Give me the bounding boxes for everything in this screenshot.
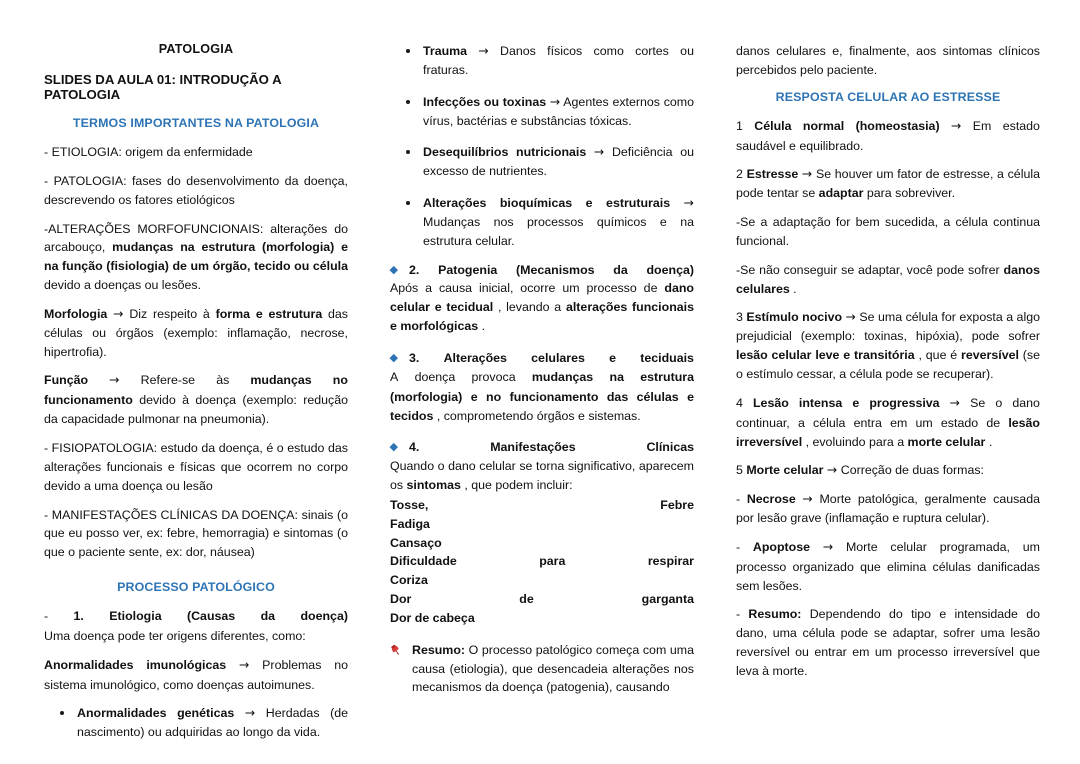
item3-word-2: celulares bbox=[531, 350, 585, 365]
symptom-row bbox=[390, 496, 694, 515]
apoptose-word-4: um bbox=[1022, 539, 1040, 554]
step3-estimulo-nocivo bbox=[736, 308, 1040, 383]
step4-word-1: Se bbox=[970, 395, 986, 410]
step4-word-2: o bbox=[995, 395, 1003, 410]
step2-sub2 bbox=[736, 261, 1040, 299]
item4-word-2: Clínicas bbox=[646, 440, 694, 455]
item3-word-3: e bbox=[609, 350, 617, 365]
anorm-genetica-bold: Anormalidades genéticas bbox=[77, 706, 235, 721]
morfologia-term: Morfologia bbox=[44, 306, 108, 321]
item2-mid: , levando a bbox=[493, 300, 566, 315]
funcao-mid: Refere-se bbox=[140, 373, 196, 388]
item2-number: 2. bbox=[409, 262, 420, 277]
symptom-left: Cansaço bbox=[390, 535, 442, 550]
funcao-spread-line bbox=[44, 371, 348, 390]
item4-bold-1: sintomas bbox=[406, 478, 461, 493]
item1-etiologia-body: Uma doença pode ter origens diferentes, como: bbox=[44, 628, 306, 643]
symptom-list bbox=[390, 496, 694, 628]
morfologia-mid: Diz respeito à bbox=[123, 306, 216, 321]
apoptose-word-1: Morte bbox=[845, 539, 878, 554]
step2-bold: Estresse bbox=[746, 167, 799, 182]
anormalidades-imunologicas-tail: sistema imunológico, como doenças autoimunes. bbox=[44, 677, 315, 692]
step2-sub1: -Se a adaptação for bem sucedida, a célula continua funcional. bbox=[736, 215, 1040, 248]
funcao-bold2: no bbox=[332, 373, 348, 388]
trauma-bold: Trauma bbox=[423, 44, 468, 58]
paragraph-alteracoes-morfofuncionais bbox=[44, 220, 348, 295]
apoptose-heading bbox=[736, 538, 1040, 557]
step4-word-3: dano bbox=[1012, 395, 1040, 410]
step5-bold: Morte celular bbox=[746, 463, 824, 478]
item4-lead: Quando o dano celular se torna significativo, aparecem os bbox=[390, 459, 694, 493]
step5-morte-celular bbox=[736, 461, 1040, 480]
item4-tail: , que podem incluir: bbox=[460, 478, 573, 493]
item1-number: 1. bbox=[73, 609, 84, 624]
item1-dash: - bbox=[44, 609, 49, 624]
sub2-tail: . bbox=[789, 281, 797, 296]
anorm-imuno-term2: imunológicas bbox=[146, 657, 227, 672]
trauma-word-5: ou bbox=[680, 44, 694, 58]
paragraph-continuacao: danos celulares e, finalmente, aos sintomas clínicos percebidos pelo paciente. bbox=[736, 44, 1040, 77]
column-2 bbox=[390, 42, 694, 707]
item2-heading bbox=[390, 261, 694, 280]
arrow-icon: → bbox=[238, 656, 250, 672]
step4-bold-4: progressiva bbox=[869, 395, 940, 410]
item3-bold-2: (morfologia) e no funcionamento das células e tecidos bbox=[390, 389, 694, 423]
item2-body bbox=[390, 279, 694, 336]
step1-bold-3: (homeostasia) bbox=[855, 118, 940, 133]
symptom-left: Dificuldade bbox=[390, 554, 457, 569]
desequilibrios-bold: Desequilíbrios nutricionais bbox=[423, 145, 587, 160]
paragraph-necrose bbox=[736, 490, 1040, 528]
paragraph-fisiopatologia: - FISIOPATOLOGIA: estudo da doença, é o estudo das alterações funcionais e físicas que ocorrem no corpo devido a uma doença ou lesão bbox=[44, 440, 348, 493]
alteracoes-lead: -ALTERAÇÕES MORFOFUNCIONAIS: alterações do arcabouço, bbox=[44, 221, 348, 255]
infeccoes-bold: Infecções ou toxinas bbox=[423, 94, 547, 109]
symptom-right: garganta bbox=[641, 592, 694, 607]
arrow-icon: → bbox=[949, 394, 961, 410]
item3-word-1: Alterações bbox=[443, 350, 507, 365]
item4-manifestacoes bbox=[390, 438, 694, 627]
step3-mid: Se uma célula for exposta a algo prejudicial (exemplo: toxinas, hipóxia), pode sofrer bbox=[736, 310, 1040, 344]
resumo-coluna2-text: O processo patológico começa com uma causa (etiologia), que desencadeia alterações nos mecanismos da doença (patogenia), causando bbox=[412, 642, 694, 695]
pushpin-icon bbox=[390, 642, 404, 656]
heading-termos-importantes: TERMOS IMPORTANTES NA PATOLOGIA bbox=[72, 116, 320, 130]
item2-lead: Após a causa inicial, ocorre um processo de bbox=[390, 281, 665, 296]
step1-spread bbox=[736, 117, 1040, 136]
symptom-row bbox=[390, 609, 694, 628]
arrow-icon: → bbox=[244, 705, 256, 721]
step4-mid-2: , evoluindo para a bbox=[802, 434, 908, 449]
arrow-icon: → bbox=[826, 462, 838, 478]
arrow-icon: → bbox=[549, 93, 561, 109]
step2-mid: Se houver um fator de estresse, a célula pode tentar se bbox=[736, 167, 1040, 201]
symptom-left: Fadiga bbox=[390, 516, 430, 531]
step4-bold-6: morte celular bbox=[907, 434, 986, 449]
step1-heading bbox=[736, 117, 1040, 136]
arrow-icon: → bbox=[478, 43, 489, 58]
symptom-left: Dor de cabeça bbox=[390, 610, 475, 625]
item2-bold-2: alterações funcionais e morfológicas bbox=[390, 300, 694, 334]
step5-tail: Correção de duas formas: bbox=[837, 463, 985, 478]
symptom-left: Coriza bbox=[390, 573, 428, 588]
column-1 bbox=[44, 42, 348, 752]
item1-word-2: (Causas bbox=[186, 609, 236, 624]
trauma-spread bbox=[423, 42, 694, 61]
step4-number: 4 bbox=[736, 395, 743, 410]
apoptose-tail: processo organizado que elimina células danificadas sem lesões. bbox=[736, 559, 1040, 593]
item1-word-1: Etiologia bbox=[109, 609, 162, 624]
step4-mid: continuar, a célula entra em um estado de bbox=[736, 415, 1009, 430]
trauma-tail: fraturas. bbox=[423, 62, 469, 77]
step3-bold-1: lesão celular leve e transitória bbox=[736, 348, 915, 363]
apoptose-word-2: celular bbox=[890, 539, 927, 554]
symptom-left: Tosse, bbox=[390, 497, 429, 512]
causas-bullet-list bbox=[390, 42, 694, 251]
list-item bbox=[44, 704, 348, 742]
paragraph-funcao-rest bbox=[44, 391, 348, 429]
step2-number: 2 bbox=[736, 167, 747, 182]
column-3 bbox=[736, 42, 1040, 691]
step4-bold-5: lesão irreversível bbox=[736, 415, 1040, 449]
item4-word-1: Manifestações bbox=[490, 440, 576, 455]
funcao-term: Função bbox=[44, 373, 89, 388]
page-subtitle: SLIDES DA AULA 01: INTRODUÇÃO A PATOLOGIA bbox=[44, 72, 282, 102]
step2-estresse bbox=[736, 165, 1040, 203]
symptom-mid: de bbox=[519, 592, 534, 607]
step1-tail: saudável e equilibrado. bbox=[736, 138, 864, 153]
item1-word-4: doença) bbox=[300, 609, 348, 624]
resumo3-text: Dependendo do tipo e intensidade do dano, uma célula pode se adaptar, sofrer uma lesão reversível ou entrar em um processo irreversível que leva à morte. bbox=[736, 607, 1040, 678]
anorm-imuno-word-1: Problemas bbox=[262, 657, 322, 672]
funcao-tail: devido à doença (exemplo: redução da capacidade pulmonar na pneumonia). bbox=[44, 393, 348, 427]
item3-body-rest bbox=[390, 388, 694, 426]
step1-word-2: estado bbox=[1002, 118, 1040, 133]
alteracoes-bold: mudanças na estrutura (morfologia) e na função (fisiologia) de um órgão, tecido ou célula bbox=[44, 240, 348, 274]
resumo-coluna3 bbox=[736, 605, 1040, 680]
item3-bold-b: na bbox=[609, 369, 624, 384]
step1-number: 1 bbox=[736, 118, 743, 133]
item2-word-2: (Mecanismos bbox=[516, 262, 595, 277]
three-column-layout bbox=[44, 42, 1044, 744]
funcao-bold: mudanças bbox=[250, 373, 312, 388]
item2-word-1: Patogenia bbox=[438, 262, 498, 277]
step4-heading bbox=[736, 394, 1040, 413]
item3-alteracoes bbox=[390, 349, 694, 425]
item1-word-3: da bbox=[260, 609, 276, 624]
item3-tail: , comprometendo órgãos e sistemas. bbox=[433, 408, 641, 423]
trauma-word-2: físicos bbox=[547, 44, 583, 58]
apoptose-word-3: programada, bbox=[939, 539, 1010, 554]
trauma-word-4: cortes bbox=[635, 44, 669, 58]
step2-bold-2: adaptar bbox=[818, 186, 864, 201]
step3-number: 3 bbox=[736, 310, 747, 325]
item2-tail: . bbox=[478, 319, 486, 334]
desequilibrios-rest: Deficiência ou excesso de nutrientes. bbox=[423, 145, 694, 179]
step4-bold-1: Lesão bbox=[752, 395, 789, 410]
anormalidades-imunologicas-spread bbox=[44, 656, 348, 675]
morfologia-bold: forma e estrutura bbox=[215, 306, 323, 321]
step5-number: 5 bbox=[736, 463, 747, 478]
apoptose-spread bbox=[736, 538, 1040, 557]
list-item bbox=[390, 143, 694, 181]
item4-number: 4. bbox=[409, 440, 420, 455]
step3-bold: Estímulo nocivo bbox=[746, 310, 843, 325]
arrow-icon: → bbox=[593, 144, 605, 160]
item2-word-4: doença) bbox=[646, 262, 694, 277]
symptom-left: Dor bbox=[390, 592, 412, 607]
anormalidades-imunologicas-head bbox=[44, 656, 348, 675]
alteracoes-bioq-rest: Mudanças nos processos químicos e na estrutura celular. bbox=[423, 214, 694, 248]
necrose-tail: Morte patológica, geralmente causada por lesão grave (inflamação e ruptura celular). bbox=[736, 492, 1040, 526]
item3-lead-c: provoca bbox=[471, 369, 516, 384]
step3-tail: (se o estímulo cessar, a célula pode se recuperar). bbox=[736, 348, 1040, 381]
necrose-bold: Necrose bbox=[746, 492, 796, 507]
step3-bold-2: reversível bbox=[961, 348, 1019, 363]
symptom-right: Febre bbox=[660, 497, 694, 512]
paragraph-morfologia bbox=[44, 305, 348, 362]
step1-bold-1: Célula bbox=[754, 118, 792, 133]
step4-bold-3: e bbox=[852, 395, 860, 410]
anorm-imuno-word-2: no bbox=[334, 657, 348, 672]
item3-lead-b: doença bbox=[414, 369, 456, 384]
arrow-icon: → bbox=[683, 195, 694, 211]
step2-tail: para sobreviver. bbox=[863, 186, 956, 201]
step4-spread bbox=[736, 394, 1040, 413]
item4-heading bbox=[390, 438, 694, 457]
alteracoes-bioq-bold: Alterações bioquímicas e estruturais bbox=[423, 196, 671, 211]
arrow-icon: → bbox=[845, 309, 856, 325]
resumo3-label: Resumo: bbox=[748, 607, 802, 622]
trauma-word-1: Danos bbox=[500, 44, 536, 58]
symptom-row bbox=[390, 552, 694, 571]
heading-processo-patologico: PROCESSO PATOLÓGICO bbox=[117, 580, 275, 595]
apoptose-bold: Apoptose bbox=[752, 539, 811, 554]
symptom-mid: para bbox=[539, 554, 566, 569]
anormalidades-geneticas-list bbox=[44, 704, 348, 742]
item3-body-line1 bbox=[390, 368, 694, 387]
step4-bold-2: intensa bbox=[798, 395, 843, 410]
item2-bold-1: dano celular e tecidual bbox=[390, 281, 694, 315]
symptom-row bbox=[390, 571, 694, 590]
item3-lead-a: A bbox=[390, 369, 399, 384]
symptom-row bbox=[390, 534, 694, 553]
paragraph-manifestacoes-clinicas: - MANIFESTAÇÕES CLÍNICAS DA DOENÇA: sinais (o que eu posso ver, ex: febre, hemorragia) e sintomas (o que o paciente sente, ex: dor, náusea) bbox=[44, 507, 348, 560]
infeccoes-rest: Agentes externos como vírus, bactérias e substâncias tóxicas. bbox=[423, 94, 694, 128]
symptom-row bbox=[390, 515, 694, 534]
sub2-bold: danos celulares bbox=[736, 262, 1040, 296]
arrow-icon: → bbox=[109, 372, 120, 388]
necrose-dash: - bbox=[736, 492, 747, 507]
arrow-icon: → bbox=[802, 491, 813, 507]
step4-tail: . bbox=[985, 434, 993, 449]
funcao-mid2: às bbox=[216, 373, 230, 388]
step1-bold-2: normal bbox=[802, 118, 845, 133]
list-item bbox=[390, 42, 694, 80]
symptom-row bbox=[390, 590, 694, 609]
resumo-coluna2-label: Resumo: bbox=[412, 642, 466, 657]
resumo-coluna2 bbox=[390, 641, 694, 698]
item4-body bbox=[390, 457, 694, 495]
step1-word-1: Em bbox=[972, 118, 992, 133]
arrow-icon: → bbox=[113, 305, 124, 321]
list-item bbox=[390, 194, 694, 251]
paragraph-patologia: - PATOLOGIA: fases do desenvolvimento da doença, descrevendo os fatores etiológicos bbox=[44, 173, 348, 207]
item1-etiologia-head bbox=[44, 607, 348, 626]
heading-resposta-celular: RESPOSTA CELULAR AO ESTRESSE bbox=[775, 89, 1001, 104]
item3-bold-c: estrutura bbox=[640, 369, 694, 384]
resumo3-dash: - bbox=[736, 607, 749, 622]
item3-number: 3. bbox=[409, 350, 420, 365]
arrow-icon: → bbox=[801, 166, 813, 182]
item1-spread-line bbox=[44, 607, 348, 626]
anorm-genetica-tail: Herdadas (de nascimento) ou adquiridas ao longo da vida. bbox=[77, 706, 348, 740]
sub2-lead: -Se não conseguir se adaptar, você pode sofrer bbox=[736, 262, 1004, 277]
page-title: PATOLOGIA bbox=[158, 42, 234, 56]
arrow-icon: → bbox=[822, 538, 834, 554]
symptom-right: respirar bbox=[647, 554, 694, 569]
item3-bold-a: mudanças bbox=[531, 369, 594, 384]
alteracoes-tail: devido a doenças ou lesões. bbox=[44, 278, 202, 293]
item3-spread bbox=[390, 368, 694, 387]
item2-word-3: da bbox=[613, 262, 628, 277]
step4-body bbox=[736, 414, 1040, 452]
step3-mid-2: , que é bbox=[914, 348, 962, 363]
item3-word-4: teciduais bbox=[640, 350, 694, 365]
item2-patogenia bbox=[390, 261, 694, 336]
paragraph-etiologia: - ETIOLOGIA: origem da enfermidade bbox=[44, 145, 253, 159]
item3-heading bbox=[390, 349, 694, 368]
paragraph-funcao-line1 bbox=[44, 371, 348, 390]
anorm-imuno-term1: Anormalidades bbox=[44, 657, 134, 672]
morfologia-tail: das células ou órgãos (exemplo: inflamação, necrose, hipertrofia). bbox=[44, 306, 348, 359]
trauma-word-3: como bbox=[593, 44, 624, 58]
arrow-icon: → bbox=[950, 117, 962, 133]
funcao-bold3: funcionamento bbox=[44, 393, 133, 408]
apoptose-dash: - bbox=[736, 539, 741, 554]
list-item bbox=[390, 93, 694, 131]
